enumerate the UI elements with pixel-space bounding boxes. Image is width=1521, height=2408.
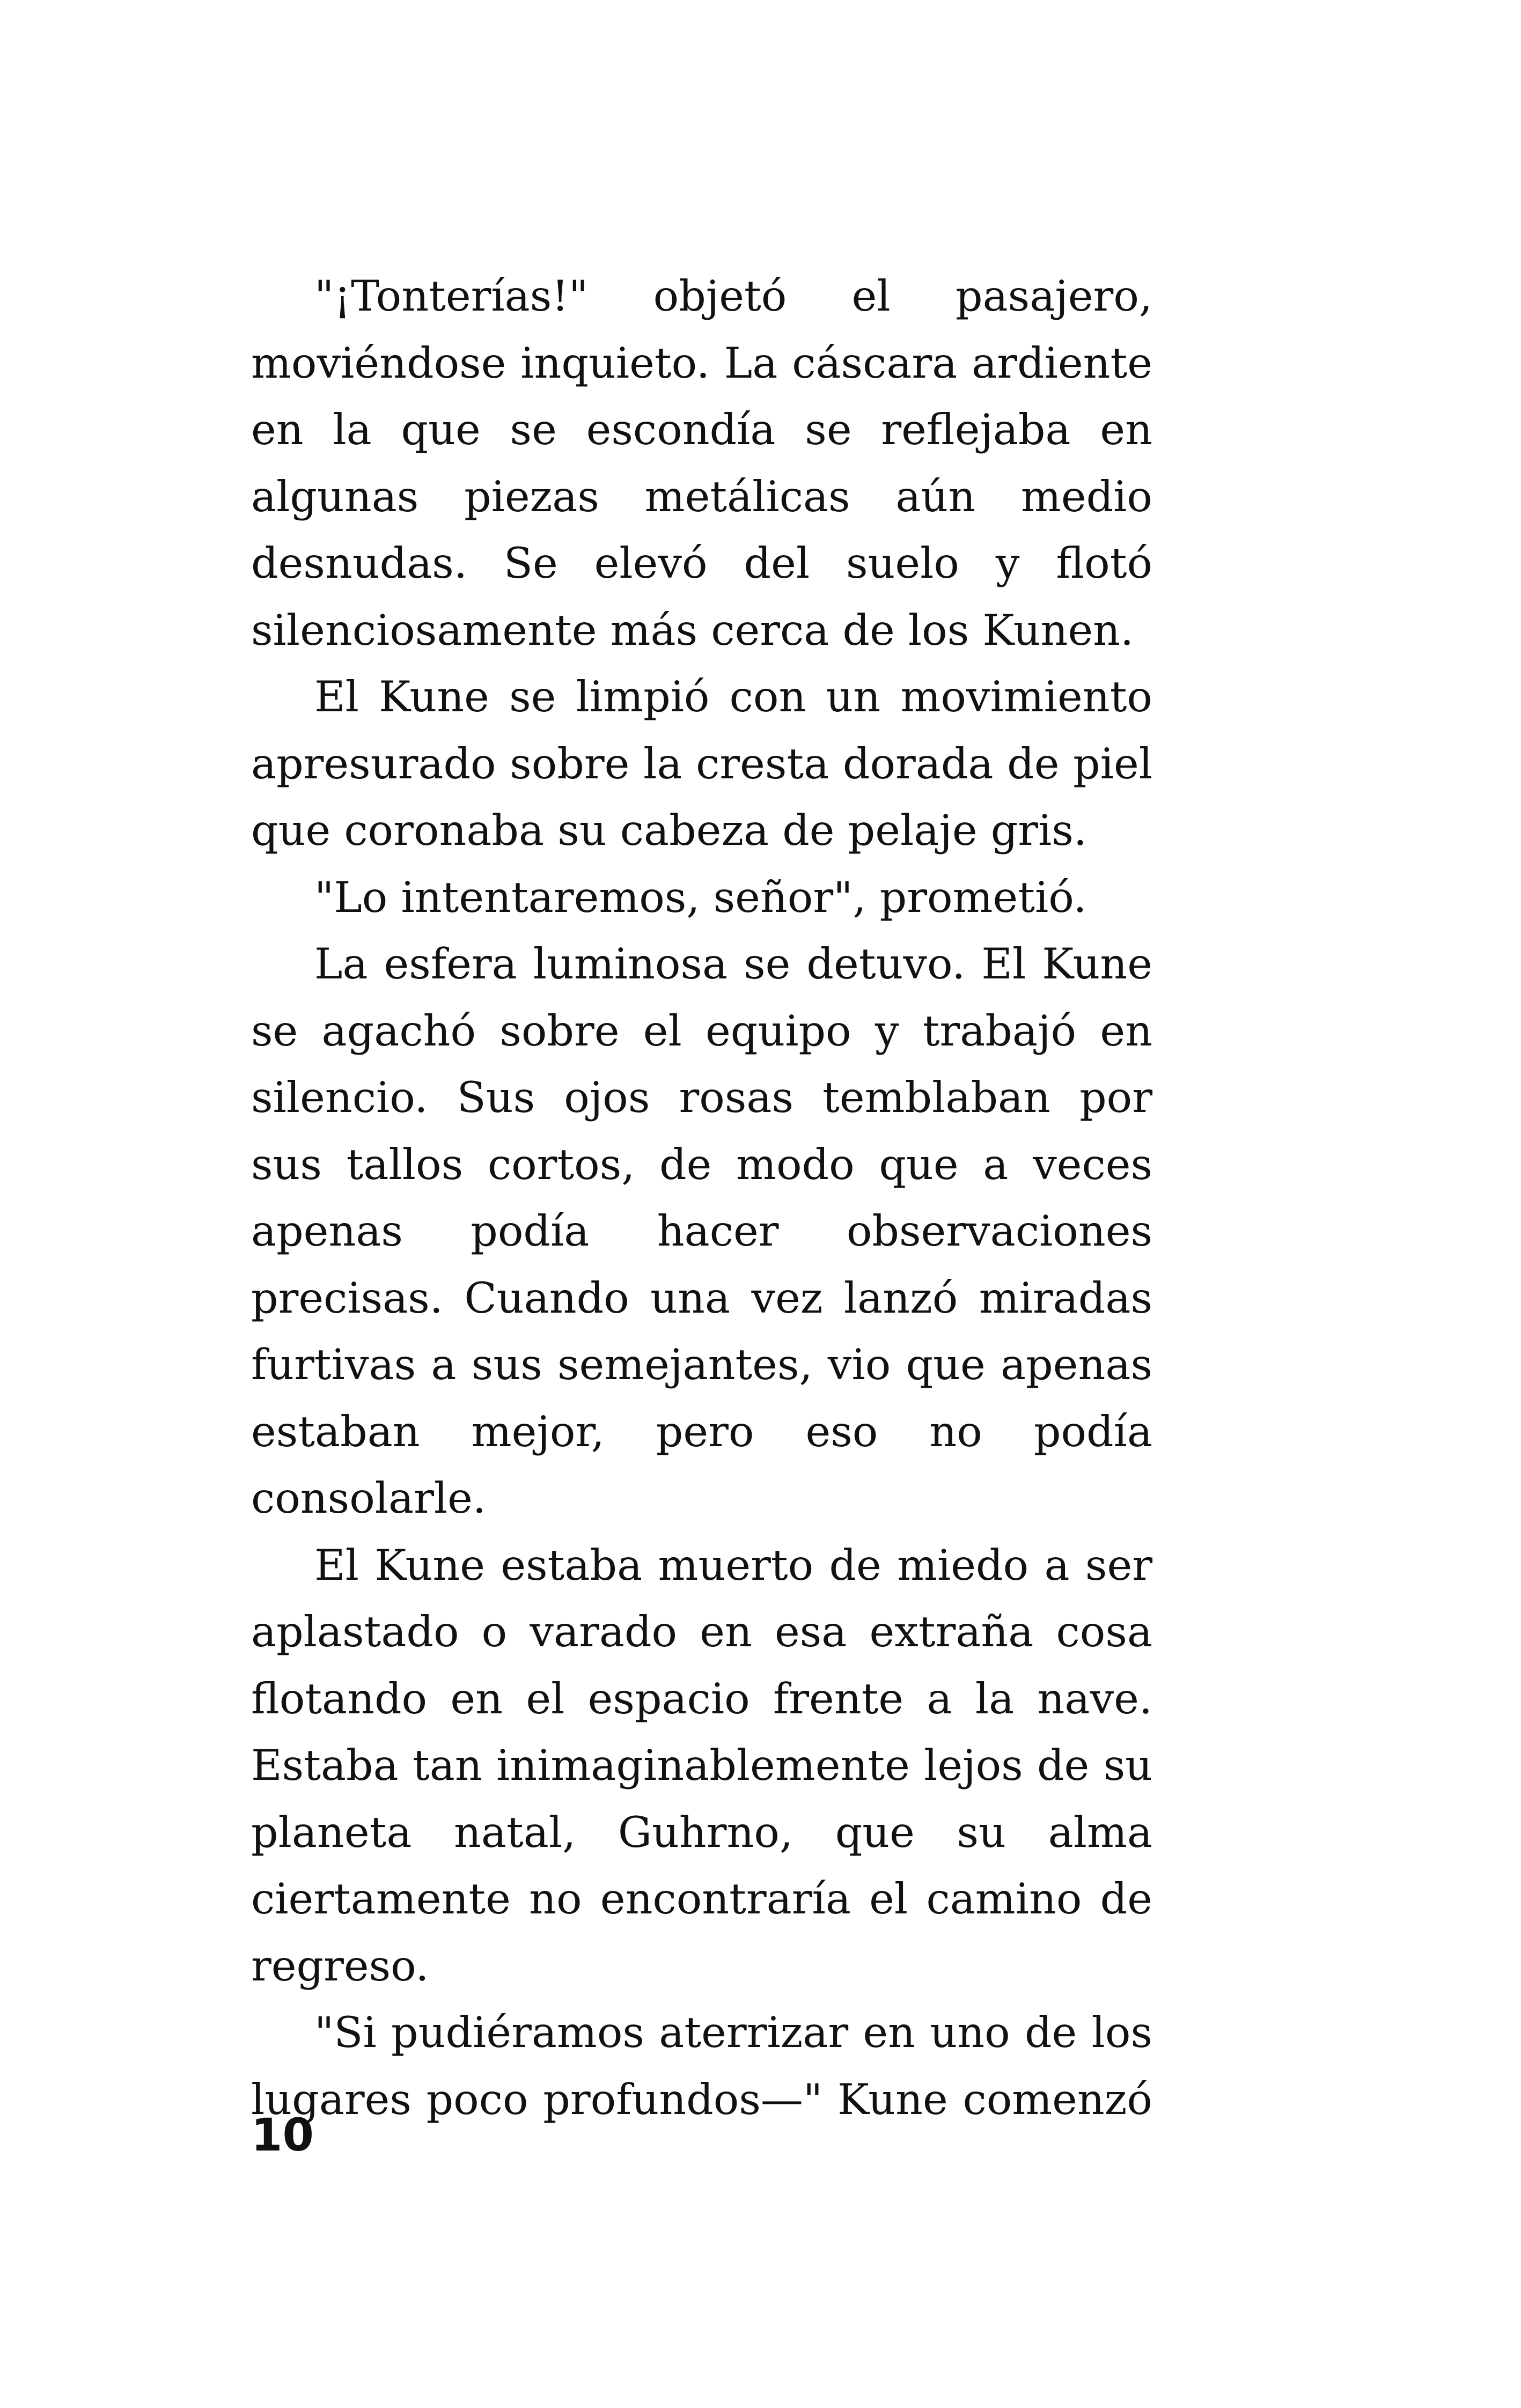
page-number: 10 [251, 2109, 314, 2161]
paragraph: "¡Tonterías!" objetó el pasajero, moviéndose inquieto. La cáscara ardiente en la que se escondía se reflejaba en algunas piezas metálicas aún medio desnudas. Se elevó del suelo y flotó silenciosamente más cerca de los Kunen. [251, 271, 1152, 655]
paragraph: La esfera luminosa se detuvo. El Kune se agachó sobre el equipo y trabajó en silencio. Sus ojos rosas temblaban por sus tallos cortos, de modo que a veces apenas podía hacer observaciones precisas. Cuando una vez lanzó miradas furtivas a sus semejantes, vio que apenas estaban mejor, pero eso no podía consolarle. [251, 939, 1152, 1523]
paragraph: El Kune se limpió con un movimiento apresurado sobre la cresta dorada de piel que coronaba su cabeza de pelaje gris. [251, 672, 1152, 855]
body-text [251, 263, 1152, 2133]
paragraph: "Lo intentaremos, señor", prometió. [314, 872, 1087, 922]
paragraph: El Kune estaba muerto de miedo a ser aplastado o varado en esa extraña cosa flotando en el espacio frente a la nave. Estaba tan inimaginablemente lejos de su planeta natal, Guhrno, que su alma ciertamente no encontraría el camino de regreso. [251, 1540, 1152, 1991]
paragraph: "Si pudiéramos aterrizar en uno de los lugares poco profundos—" Kune comenzó [251, 2008, 1152, 2124]
